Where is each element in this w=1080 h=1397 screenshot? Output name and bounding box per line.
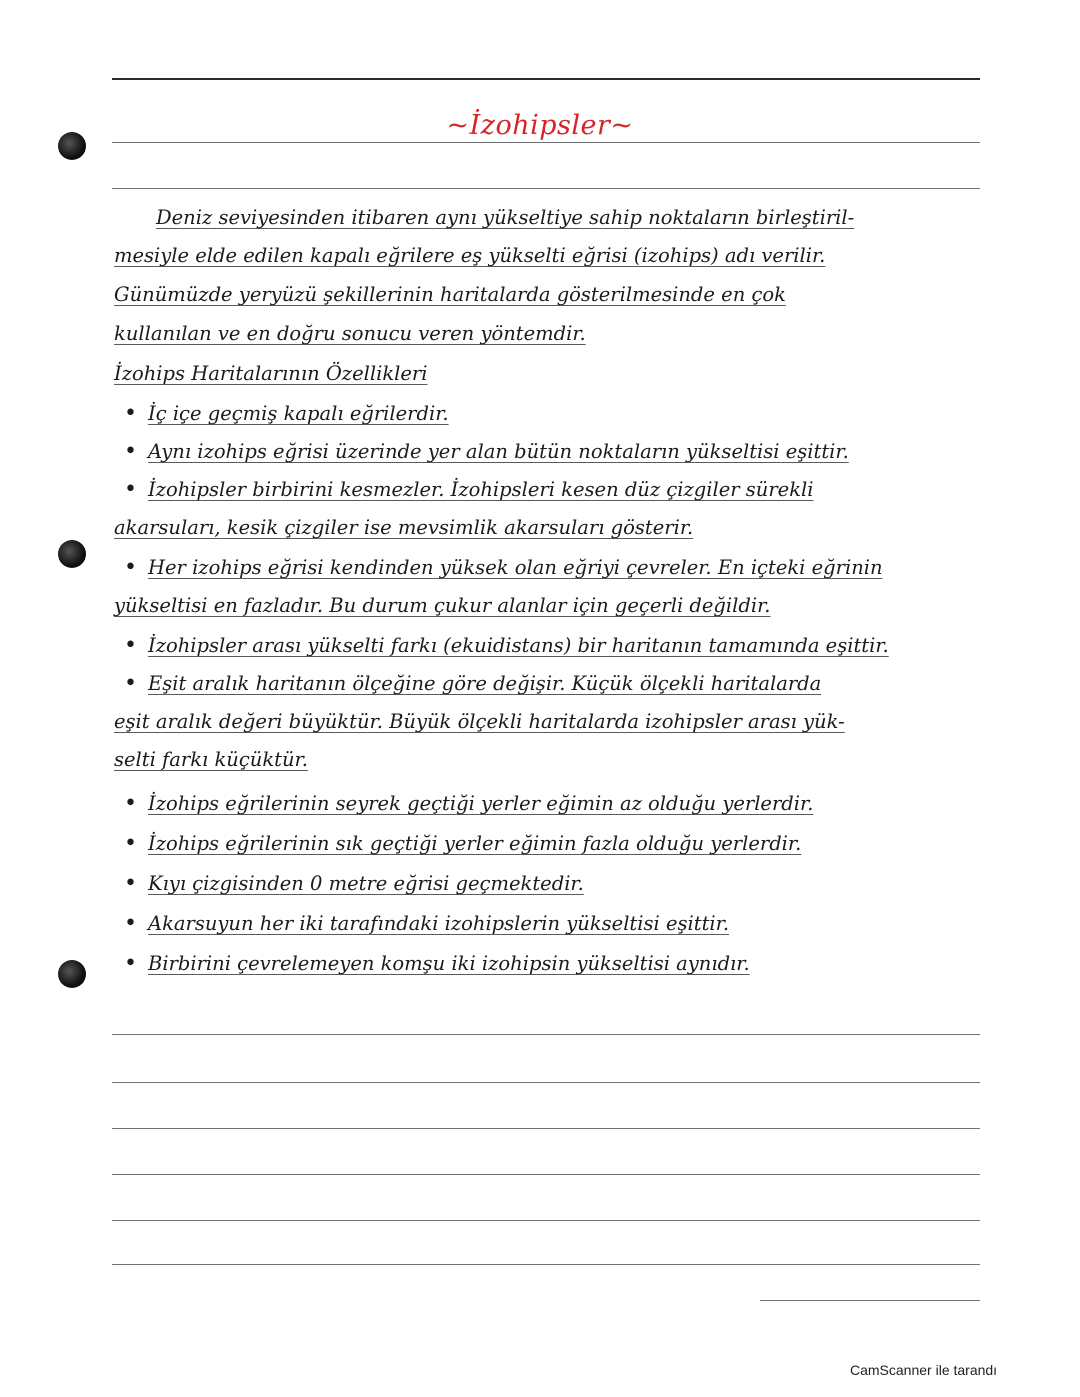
title-rule <box>112 142 980 143</box>
scanner-watermark: CamScanner ile tarandı <box>850 1362 998 1378</box>
binder-hole <box>58 540 86 568</box>
bullet-dot: • <box>124 555 137 580</box>
paragraph-line: mesiyle elde edilen kapalı eğrilere eş yükselti eğrisi (izohips) adı verilir. <box>114 244 826 267</box>
bullet-dot: • <box>124 871 137 896</box>
bullet-dot: • <box>124 911 137 936</box>
bullet-dot: • <box>124 791 137 816</box>
bullet-dot: • <box>124 831 137 856</box>
bullet-line: Eşit aralık haritanın ölçeğine göre değişir. Küçük ölçekli haritalarda <box>148 672 822 695</box>
bullet-line: İzohips eğrilerinin sık geçtiği yerler eğimin fazla olduğu yerlerdir. <box>148 832 802 855</box>
binder-hole <box>58 960 86 988</box>
bullet-line: selti farkı küçüktür. <box>114 748 308 771</box>
bullet-line: Kıyı çizgisinden 0 metre eğrisi geçmektedir. <box>148 872 584 895</box>
bullet-line: İç içe geçmiş kapalı eğrilerdir. <box>148 402 449 425</box>
bullet-dot: • <box>124 401 137 426</box>
paragraph-line: Günümüzde yeryüzü şekillerinin haritalarda gösterilmesinde en çok <box>114 283 786 306</box>
bullet-line: Her izohips eğrisi kendinden yüksek olan eğriyi çevreler. En içteki eğrinin <box>148 556 883 579</box>
bullet-dot: • <box>124 633 137 658</box>
rule-line <box>112 1082 980 1083</box>
rule-line <box>112 1220 980 1221</box>
bullet-line: Akarsuyun her iki tarafındaki izohipslerin yükseltisi eşittir. <box>148 912 730 935</box>
bullet-line: İzohips eğrilerinin seyrek geçtiği yerler eğimin az olduğu yerlerdir. <box>148 792 814 815</box>
bullet-line: akarsuları, kesik çizgiler ise mevsimlik akarsuları gösterir. <box>114 516 694 539</box>
rule-line <box>760 1300 980 1301</box>
page-title: ~İzohipsler~ <box>446 110 634 141</box>
paragraph-line: kullanılan ve en doğru sonucu veren yöntemdir. <box>114 322 586 345</box>
rule-line <box>112 1264 980 1265</box>
bullet-line: İzohipsler arası yükselti farkı (ekuidistans) bir haritanın tamamında eşittir. <box>148 634 889 657</box>
bullet-dot: • <box>124 477 137 502</box>
bullet-line: Birbirini çevrelemeyen komşu iki izohipsin yükseltisi aynıdır. <box>148 952 750 975</box>
rule-line <box>112 1128 980 1129</box>
bullet-dot: • <box>124 671 137 696</box>
rule-line <box>112 1034 980 1035</box>
bullet-line: İzohipsler birbirini kesmezler. İzohipsleri kesen düz çizgiler sürekli <box>148 478 814 501</box>
bullet-line: eşit aralık değeri büyüktür. Büyük ölçekli haritalarda izohipsler arası yük- <box>114 710 845 733</box>
bullet-line: Aynı izohips eğrisi üzerinde yer alan bütün noktaların yükseltisi eşittir. <box>148 440 849 463</box>
bullet-line: yükseltisi en fazladır. Bu durum çukur alanlar için geçerli değildir. <box>114 594 771 617</box>
rule-line <box>112 188 980 189</box>
paragraph-line: Deniz seviyesinden itibaren aynı yükseltiye sahip noktaların birleştiril- <box>156 206 855 229</box>
bullet-dot: • <box>124 439 137 464</box>
top-rule <box>112 78 980 80</box>
subheading: İzohips Haritalarının Özellikleri <box>114 362 428 385</box>
rule-line <box>112 1174 980 1175</box>
bullet-dot: • <box>124 951 137 976</box>
